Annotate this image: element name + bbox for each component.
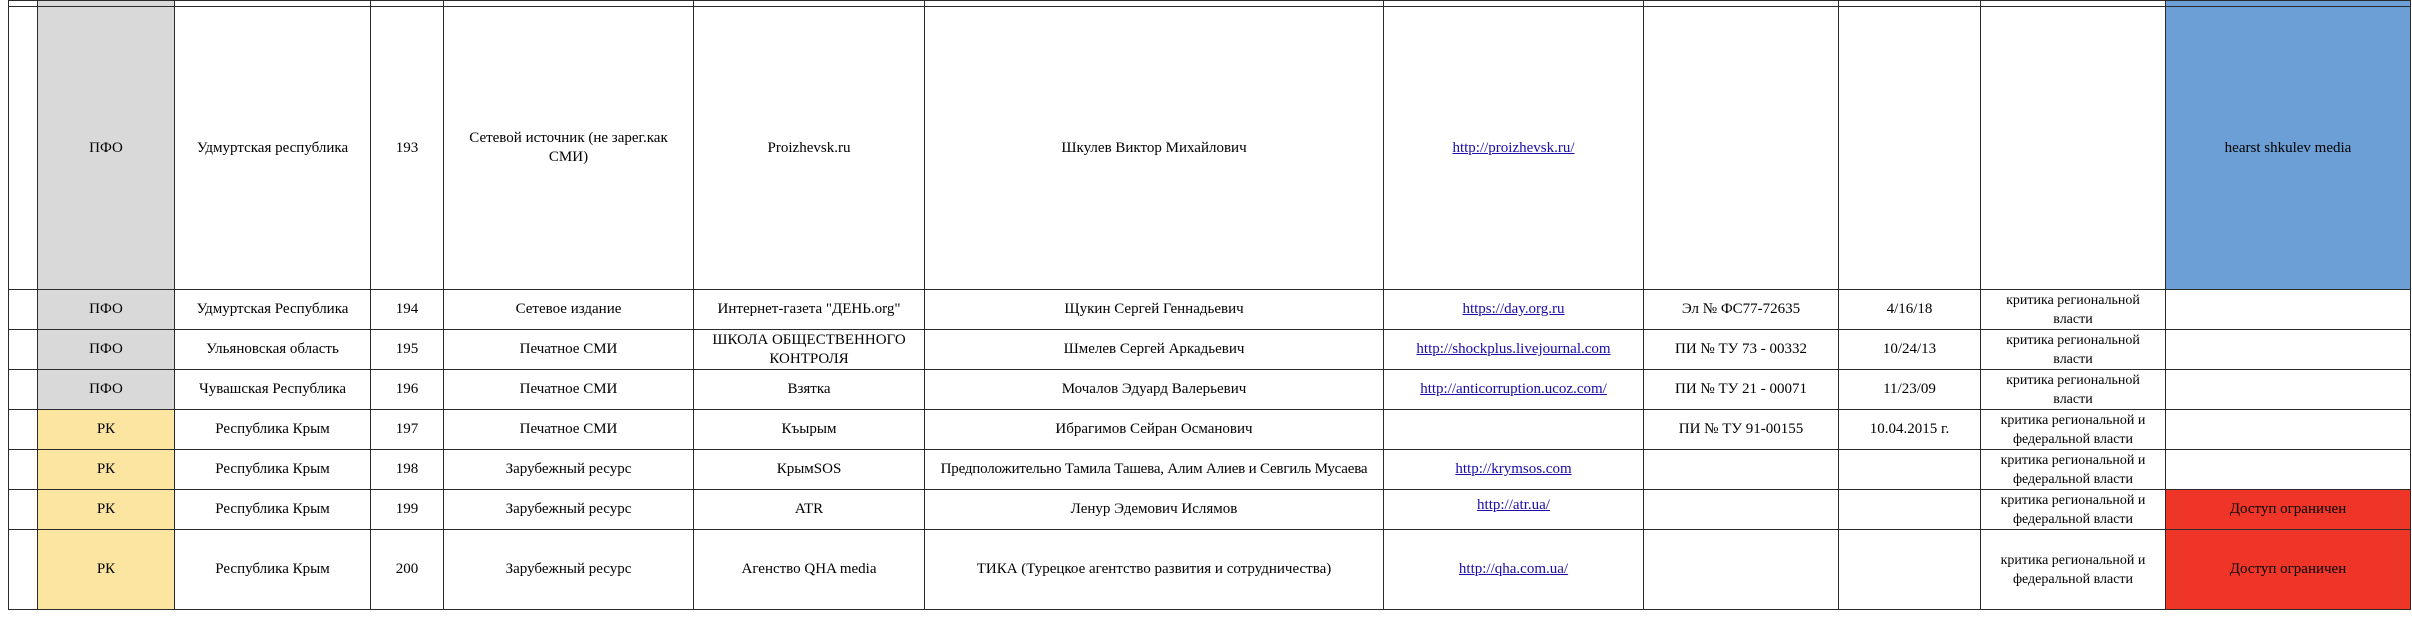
registration-cell[interactable] [1644,450,1839,490]
type-cell[interactable]: Сетевое издание [444,290,694,330]
date-cell[interactable] [1839,7,1981,290]
registration-cell[interactable] [1644,490,1839,530]
table-row [9,490,2411,530]
number-cell[interactable]: 195 [371,330,444,370]
district-cell[interactable]: РК [38,450,175,490]
region-cell[interactable]: Республика Крым [175,450,371,490]
person-cell[interactable]: Предположительно Тамила Ташева, Алим Алиев и Севгиль Мусаева [925,450,1384,490]
person-cell[interactable]: Ибрагимов Сейран Османович [925,410,1384,450]
status-cell[interactable] [2166,450,2411,490]
status-cell[interactable]: Доступ ограничен [2166,490,2411,530]
region-cell[interactable]: Чувашская Республика [175,370,371,410]
date-cell[interactable] [1839,490,1981,530]
type-cell[interactable]: Печатное СМИ [444,370,694,410]
status-cell[interactable] [2166,370,2411,410]
cell[interactable] [9,290,38,330]
table-row [9,370,2411,410]
date-cell[interactable]: 10/24/13 [1839,330,1981,370]
region-cell[interactable]: Республика Крым [175,410,371,450]
url-link[interactable]: http://krymsos.com [1455,461,1572,477]
reason-cell[interactable]: критика региональной и федеральной власти [1981,490,2166,530]
person-cell[interactable]: Мочалов Эдуард Валерьевич [925,370,1384,410]
registration-cell[interactable]: Эл № ФС77-72635 [1644,290,1839,330]
table-row [9,530,2411,610]
table-row [9,290,2411,330]
person-cell[interactable]: Щукин Сергей Геннадьевич [925,290,1384,330]
person-cell[interactable]: Шмелев Сергей Аркадьевич [925,330,1384,370]
type-cell[interactable]: Зарубежный ресурс [444,490,694,530]
cell[interactable] [9,530,38,610]
registration-cell[interactable] [1644,7,1839,290]
url-link[interactable]: http://atr.ua/ [1477,497,1550,513]
type-cell[interactable]: Зарубежный ресурс [444,530,694,610]
cell[interactable] [9,370,38,410]
type-cell[interactable]: Печатное СМИ [444,410,694,450]
url-cell[interactable] [1384,330,1644,370]
status-cell[interactable]: Доступ ограничен [2166,530,2411,610]
district-cell[interactable]: ПФО [38,370,175,410]
reason-cell[interactable] [1981,7,2166,290]
type-cell[interactable]: Зарубежный ресурс [444,450,694,490]
name-cell[interactable]: Proizhevsk.ru [694,7,925,290]
district-cell[interactable]: ПФО [38,330,175,370]
person-cell[interactable]: Ленур Эдемович Ислямов [925,490,1384,530]
url-cell[interactable] [1384,290,1644,330]
cell[interactable] [9,490,38,530]
date-cell[interactable] [1839,450,1981,490]
registration-cell[interactable]: ПИ № ТУ 73 - 00332 [1644,330,1839,370]
person-cell[interactable]: ТИКА (Турецкое агентство развития и сотрудничества) [925,530,1384,610]
date-cell[interactable] [1839,530,1981,610]
number-cell[interactable]: 196 [371,370,444,410]
url-cell[interactable] [1384,410,1644,450]
reason-cell[interactable]: критика региональной и федеральной власти [1981,410,2166,450]
number-cell[interactable]: 194 [371,290,444,330]
cell[interactable] [9,450,38,490]
url-link[interactable]: https://day.org.ru [1462,301,1565,317]
registration-cell[interactable]: ПИ № ТУ 21 - 00071 [1644,370,1839,410]
status-cell[interactable] [2166,330,2411,370]
url-cell[interactable] [1384,530,1644,610]
reason-cell[interactable]: критика региональной и федеральной власти [1981,530,2166,610]
district-cell[interactable]: ПФО [38,7,175,290]
url-cell[interactable] [1384,7,1644,290]
status-cell[interactable]: hearst shkulev media [2166,7,2411,290]
table-row [9,410,2411,450]
cell[interactable] [9,7,38,290]
region-cell[interactable]: Ульяновская область [175,330,371,370]
status-cell[interactable] [2166,410,2411,450]
url-link[interactable]: http://proizhevsk.ru/ [1452,139,1575,156]
reason-cell[interactable]: критика региональной власти [1981,290,2166,330]
url-cell[interactable] [1384,370,1644,410]
url-link[interactable]: http://qha.com.ua/ [1458,561,1569,577]
status-cell[interactable] [2166,290,2411,330]
table-row [9,7,2411,290]
name-cell[interactable]: ШКОЛА ОБЩЕСТВЕННОГО КОНТРОЛЯ [694,330,925,370]
district-cell[interactable]: РК [38,490,175,530]
cell[interactable] [9,330,38,370]
table-row [9,330,2411,370]
reason-cell[interactable]: критика региональной власти [1981,370,2166,410]
number-cell[interactable]: 197 [371,410,444,450]
url-link[interactable]: http://shockplus.livejournal.com [1416,341,1611,357]
name-cell[interactable]: КрымSOS [694,450,925,490]
region-cell[interactable]: Удмуртская республика [175,7,371,290]
spreadsheet-table [8,0,2411,610]
district-cell[interactable]: ПФО [38,290,175,330]
region-cell[interactable]: Республика Крым [175,530,371,610]
url-cell[interactable] [1384,450,1644,490]
district-cell[interactable]: РК [38,530,175,610]
cell[interactable] [9,410,38,450]
number-cell[interactable]: 199 [371,490,444,530]
name-cell[interactable]: ATR [694,490,925,530]
number-cell[interactable]: 193 [371,7,444,290]
type-cell[interactable]: Печатное СМИ [444,330,694,370]
region-cell[interactable]: Удмуртская Республика [175,290,371,330]
url-cell[interactable] [1384,490,1644,530]
district-cell[interactable]: РК [38,410,175,450]
date-cell[interactable]: 11/23/09 [1839,370,1981,410]
person-cell[interactable]: Шкулев Виктор Михайлович [925,7,1384,290]
url-link[interactable]: http://anticorruption.ucoz.com/ [1420,381,1607,397]
date-cell[interactable]: 10.04.2015 г. [1839,410,1981,450]
registration-cell[interactable] [1644,530,1839,610]
table-row [9,450,2411,490]
date-cell[interactable]: 4/16/18 [1839,290,1981,330]
number-cell[interactable]: 200 [371,530,444,610]
registration-cell[interactable]: ПИ № ТУ 91-00155 [1644,410,1839,450]
name-cell[interactable]: Агенство QHA media [694,530,925,610]
type-cell[interactable]: Сетевой источник (не зарег.как СМИ) [444,7,694,290]
reason-cell[interactable]: критика региональной и федеральной власти [1981,450,2166,490]
number-cell[interactable]: 198 [371,450,444,490]
name-cell[interactable]: Взятка [694,370,925,410]
name-cell[interactable]: Интернет-газета "ДЕНЬ.org" [694,290,925,330]
region-cell[interactable]: Республика Крым [175,490,371,530]
name-cell[interactable]: Къырым [694,410,925,450]
reason-cell[interactable]: критика региональной власти [1981,330,2166,370]
